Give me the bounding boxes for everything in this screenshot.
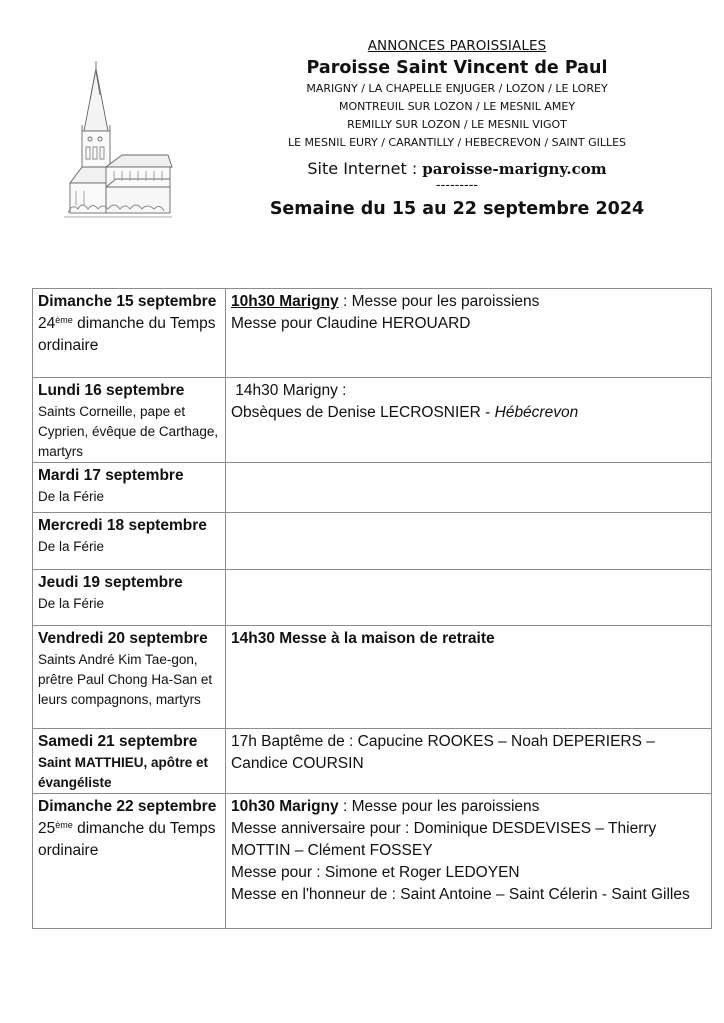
ordinal-number: 25 <box>38 820 56 837</box>
day-title: Mercredi 18 septembre <box>38 517 207 534</box>
event-text: Obsèques de Denise LECROSNIER - <box>231 404 495 421</box>
church-sketch-icon <box>60 55 175 225</box>
parish-name: Paroisse Saint Vincent de Paul <box>306 58 608 78</box>
day-cell <box>33 570 226 626</box>
event-text: : Messe pour les paroissiens <box>338 293 540 310</box>
saint-of-day: Saints Corneille, pape et Cyprien, évêque de Carthage, martyrs <box>38 404 219 459</box>
event-line <box>231 796 706 818</box>
event-line: Messe en l'honneur de : Saint Antoine – Saint Célerin - Saint Gilles <box>231 886 690 903</box>
day-cell <box>33 729 226 794</box>
liturgical-note <box>38 313 220 357</box>
event-line <box>231 291 706 313</box>
event-line: Messe pour : Simone et Roger LEDOYEN <box>231 864 520 881</box>
week-title: Semaine du 15 au 22 septembre 2024 <box>269 199 645 219</box>
day-title: Samedi 21 septembre <box>38 733 198 750</box>
day-cell <box>33 378 226 463</box>
day-title: Dimanche 15 septembre <box>38 293 217 310</box>
website-label: Site Internet : <box>307 159 423 178</box>
event-line <box>231 402 706 424</box>
saint-of-day: Saint MATTHIEU, apôtre et évangéliste <box>38 755 209 790</box>
events-cell <box>226 729 712 794</box>
events-cell <box>226 289 712 378</box>
day-cell <box>33 626 226 729</box>
day-cell <box>33 289 226 378</box>
header-text <box>262 36 652 222</box>
event-text: 14h30 Messe à la maison de retraite <box>231 630 495 647</box>
ordinal-suffix: ème <box>55 820 73 830</box>
bulletin-kicker: ANNONCES PAROISSIALES <box>367 38 547 54</box>
table-row <box>33 626 712 729</box>
table-row <box>33 729 712 794</box>
event-line: Messe anniversaire pour : Dominique DESDEVISES – Thierry MOTTIN – Clément FOSSEY <box>231 820 657 859</box>
village-list <box>262 80 652 152</box>
event-line <box>231 628 706 650</box>
website-url[interactable]: paroisse-marigny.com <box>422 160 607 178</box>
event-line: 14h30 Marigny : <box>231 382 347 399</box>
day-title: Lundi 16 septembre <box>38 382 185 399</box>
day-cell <box>33 513 226 570</box>
event-time-place: 10h30 Marigny <box>231 798 339 815</box>
saint-of-day: De la Férie <box>38 539 105 554</box>
events-cell <box>226 570 712 626</box>
event-text: : Messe pour les paroissiens <box>338 798 540 815</box>
table-row <box>33 570 712 626</box>
village-line: MARIGNY / LA CHAPELLE ENJUGER / LOZON / LE LOREY <box>306 82 608 95</box>
saint-of-day: De la Férie <box>38 489 105 504</box>
events-cell <box>226 513 712 570</box>
table-row <box>33 794 712 929</box>
event-location: Hébécrevon <box>494 404 579 421</box>
liturgical-note-text: dimanche du Temps ordinaire <box>38 820 216 859</box>
saint-of-day: Saints André Kim Tae-gon, prêtre Paul Chong Ha-San et leurs compagnons, martyrs <box>38 652 213 707</box>
liturgical-note <box>38 818 220 862</box>
day-cell <box>33 463 226 513</box>
saint-of-day: De la Férie <box>38 596 105 611</box>
schedule-table <box>32 288 712 929</box>
village-line: MONTREUIL SUR LOZON / LE MESNIL AMEY <box>338 100 576 113</box>
website-line <box>262 158 652 180</box>
event-time-place: 10h30 Marigny <box>231 293 339 310</box>
liturgical-note-text: dimanche du Temps ordinaire <box>38 315 216 354</box>
day-title: Mardi 17 septembre <box>38 467 184 484</box>
day-title: Vendredi 20 septembre <box>38 630 208 647</box>
day-title: Jeudi 19 septembre <box>38 574 183 591</box>
events-cell <box>226 378 712 463</box>
ordinal-number: 24 <box>38 315 56 332</box>
day-cell <box>33 794 226 929</box>
table-row <box>33 463 712 513</box>
events-cell <box>226 626 712 729</box>
table-row <box>33 289 712 378</box>
village-line: LE MESNIL EURY / CARANTILLY / HEBECREVON / SAINT GILLES <box>287 136 627 149</box>
village-line: REMILLY SUR LOZON / LE MESNIL VIGOT <box>347 118 567 131</box>
events-cell <box>226 794 712 929</box>
separator: --------- <box>435 178 479 193</box>
ordinal-suffix: ème <box>55 315 73 325</box>
day-title: Dimanche 22 septembre <box>38 798 217 815</box>
event-line: 17h Baptême de : Capucine ROOKES – Noah DEPERIERS – Candice COURSIN <box>231 733 655 772</box>
events-cell <box>226 463 712 513</box>
table-row <box>33 513 712 570</box>
event-line: Messe pour Claudine HEROUARD <box>231 315 471 332</box>
bulletin-header <box>0 0 724 270</box>
table-row <box>33 378 712 463</box>
